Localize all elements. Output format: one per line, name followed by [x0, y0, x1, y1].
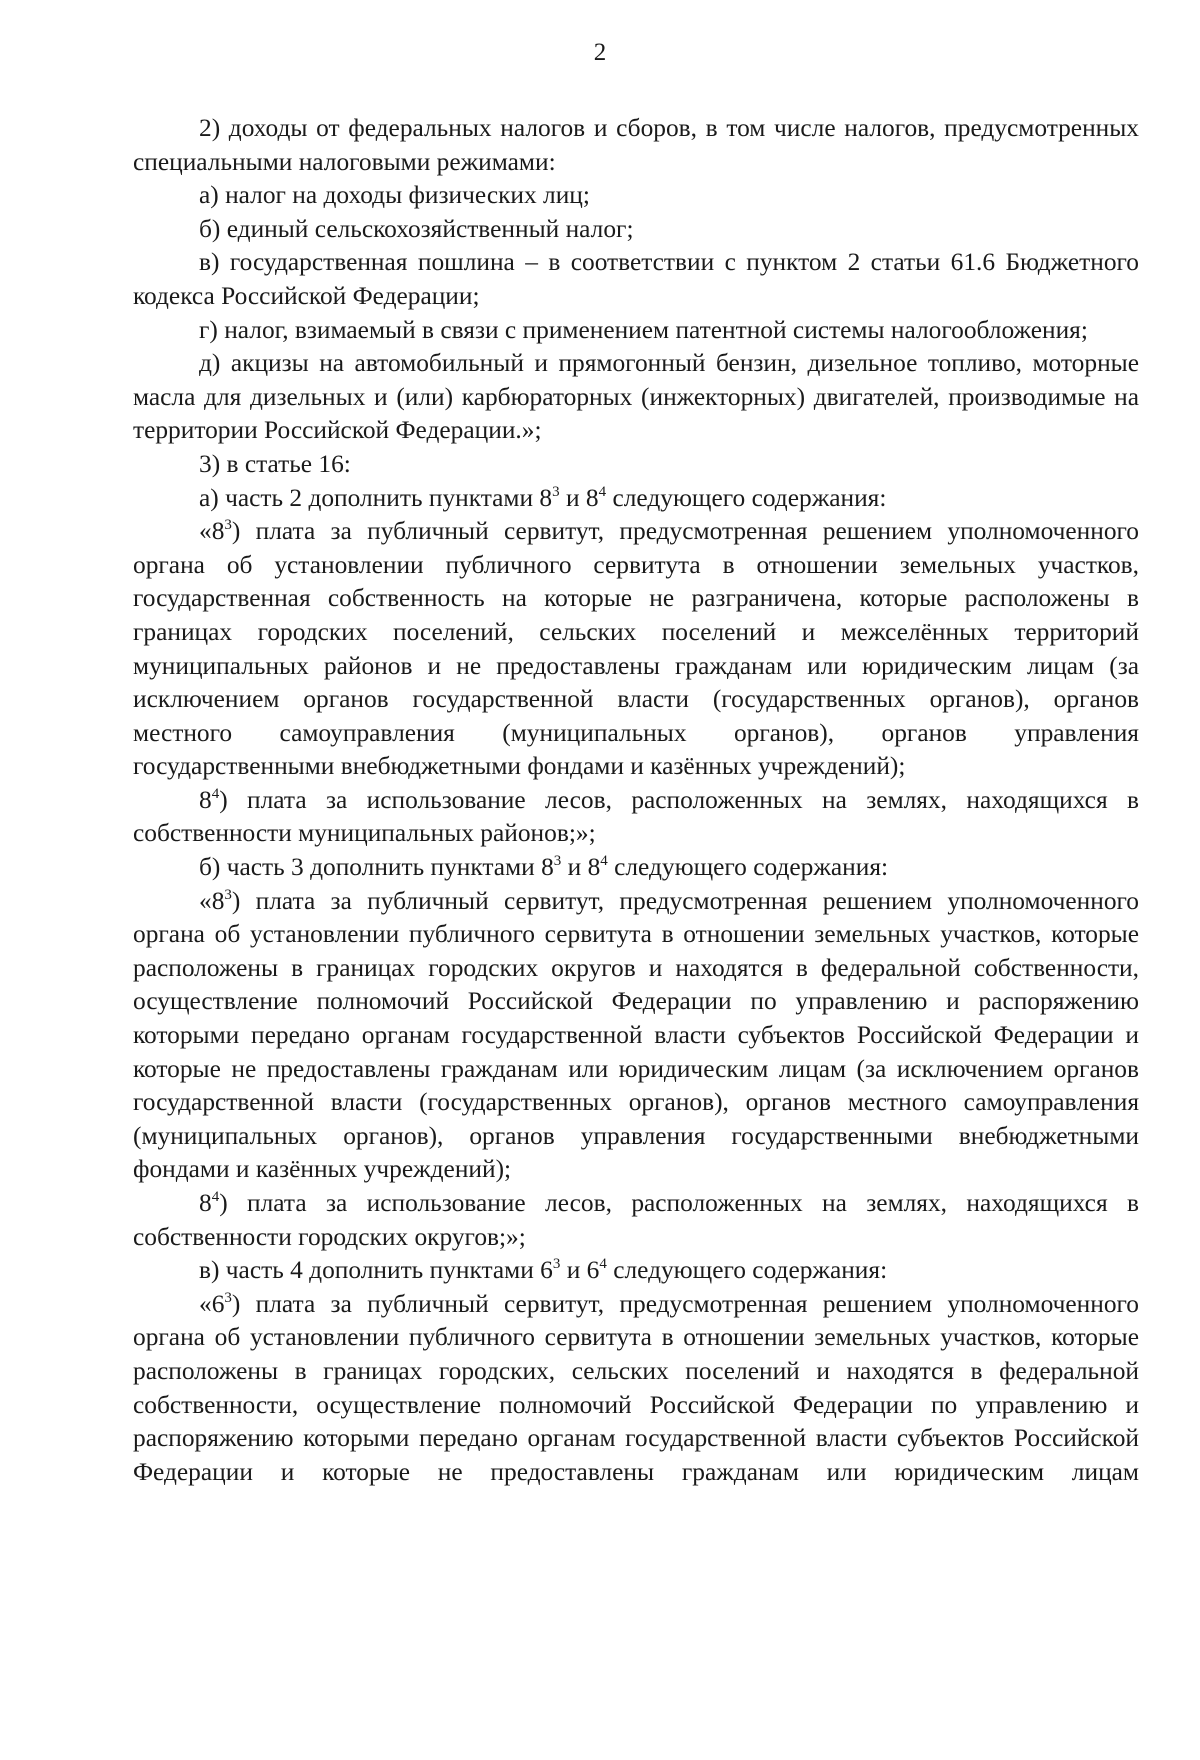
paragraph-agricultural-tax: б) единый сельскохозяйственный налог;	[199, 214, 634, 243]
paragraph-forest-fee-city-districts: $8^4$) плата за использование лесов, расположенных на землях, находящихся в собственности городских округов;»;	[133, 1189, 1139, 1251]
paragraph-servitude-fee-municipal-districts: «$8^3$) плата за публичный сервитут, предусмотренная решением уполномоченного органа об установлении публичного сервитута в отношении земельных участков, государственная собственность на которые не разграничена, которые расположены в границах городских поселений, сельских поселений и межселённых территорий муниципальных районов и не предоставлены гражданам или юридическим лицам (за исключением органов государственной власти (государственных органов), органов местного самоуправления (муниципальных органов), органов управления государственными внебюджетными фондами и казённых учреждений);	[133, 517, 1139, 781]
paragraph-part-2-amendment: а) часть 2 дополнить пунктами $8^3$ и $8^4$ следующего содержания:	[199, 483, 887, 512]
paragraph-personal-income-tax: а) налог на доходы физических лиц;	[199, 181, 590, 210]
paragraph-state-duty: в) государственная пошлина – в соответствии с пунктом 2 статьи 61.6 Бюджетного кодекса Российской Федерации;	[133, 248, 1139, 310]
paragraph-income-federal-taxes: 2) доходы от федеральных налогов и сборов, в том числе налогов, предусмотренных специальными налоговыми режимами:	[133, 114, 1139, 176]
paragraph-part-3-amendment: б) часть 3 дополнить пунктами $8^3$ и $8^4$ следующего содержания:	[199, 853, 889, 882]
document-body	[133, 112, 1139, 1489]
paragraph-servitude-fee-city-districts: «$8^3$) плата за публичный сервитут, предусмотренная решением уполномоченного органа об установлении публичного сервитута в отношении земельных участков, которые расположены в границах городских округов и находятся в федеральной собственности, осуществление полномочий Российской Федерации по управлению и распоряжению которыми передано органам государственной власти субъектов Российской Федерации и которые не предоставлены гражданам или юридическим лицам (за исключением органов государственной власти (государственных органов), органов местного самоуправления (муниципальных органов), органов управления государственными внебюджетными фондами и казённых учреждений);	[133, 886, 1139, 1184]
paragraph-forest-fee-municipal-districts: $8^4$) плата за использование лесов, расположенных на землях, находящихся в собственности муниципальных районов;»;	[133, 785, 1139, 848]
paragraph-part-4-amendment: в) часть 4 дополнить пунктами $6^3$ и $6^4$ следующего содержания:	[199, 1256, 888, 1285]
paragraph-article-16: 3) в статье 16:	[199, 449, 351, 478]
paragraph-patent-tax: г) налог, взимаемый в связи с применением патентной системы налогообложения;	[199, 315, 1088, 344]
paragraph-excise-duties: д) акцизы на автомобильный и прямогонный бензин, дизельное топливо, моторные масла для дизельных и (или) карбюраторных (инжекторных) двигателей, производимые на территории Российской Федерации.»;	[133, 349, 1139, 445]
page-number: 2	[593, 39, 607, 66]
paragraph-servitude-fee-settlements: «$6^3$) плата за публичный сервитут, предусмотренная решением уполномоченного органа об установлении публичного сервитута в отношении земельных участков, которые расположены в границах городских, сельских поселений и находятся в федеральной собственности, осуществление полномочий Российской Федерации по управлению и распоряжению которыми передано органам государственной власти субъектов Российской Федерации и которые не предоставлены гражданам или юридическим лицам	[133, 1289, 1139, 1486]
